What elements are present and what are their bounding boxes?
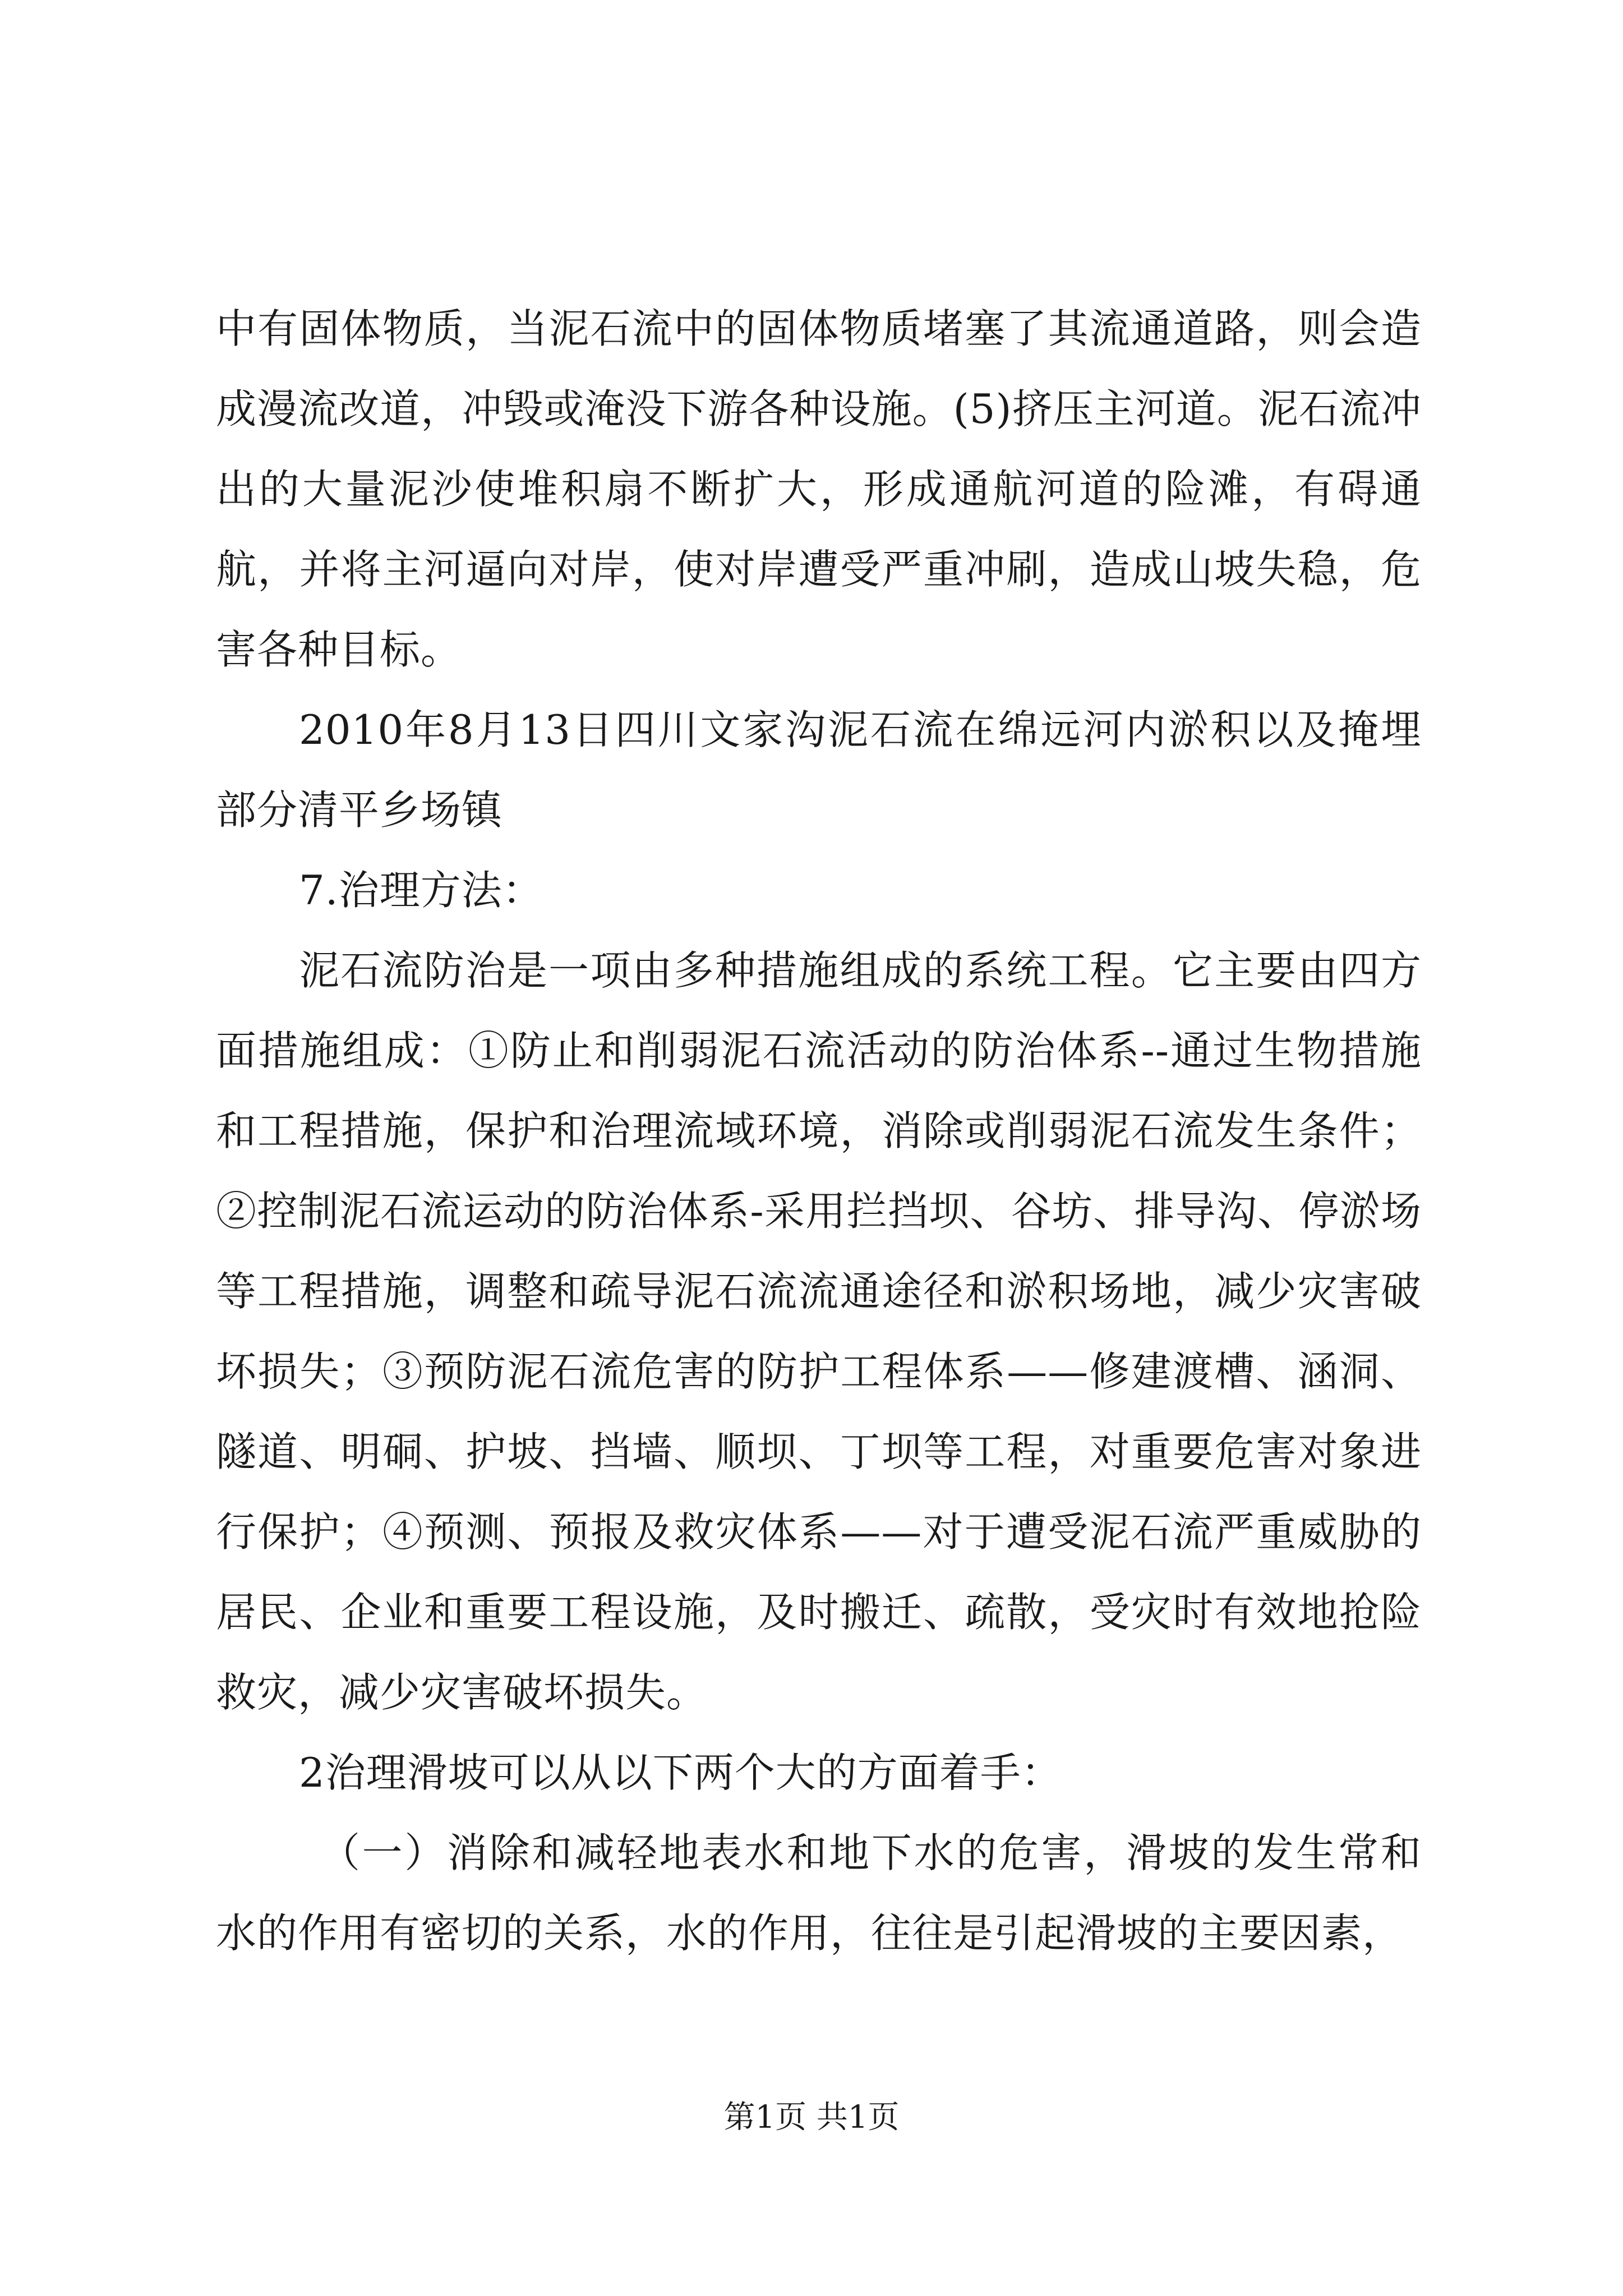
paragraph-event-caption: 2010年8月13日四川文家沟泥石流在绵远河内淤积以及掩埋部分清平乡场镇 [216,706,1422,834]
paragraph-water-hazard: （一）消除和减轻地表水和地下水的危害，滑坡的发生常和水的作用有密切的关系，水的作用，往往是引起滑坡的主要因素， [216,1829,1422,1957]
paragraph-debris-flow-prevention: 泥石流防治是一项由多种措施组成的系统工程。它主要由四方面措施组成：①防止和削弱泥石流活动的防治体系--通过生物措施和工程措施，保护和治理流域环境，消除或削弱泥石流发生条件；②控制泥石流运动的防治体系-采用拦挡坝、谷坊、排导沟、停淤场等工程措施，调整和疏导泥石流流通途径和淤积场地，减少灾害破坏损失；③预防泥石流危害的防护工程体系——修建渡槽、涵洞、隧道、明硐、护坡、挡墙、顺坝、丁坝等工程，对重要危害对象进行保护；④预测、预报及救灾体系——对于遭受泥石流严重威胁的居民、企业和重要工程设施，及时搬迁、疏散，受灾时有效地抢险救灾，减少灾害破坏损失。 [216,947,1422,1716]
section-heading-treatment-methods: 7.治理方法： [299,867,543,914]
document-body [216,289,1422,1973]
page-footer: 第1页 共1页 [723,2099,900,2136]
section-heading-landslide-treatment: 2治理滑坡可以从以下两个大的方面着手： [299,1749,1062,1796]
paragraph-continuation: 中有固体物质，当泥石流中的固体物质堵塞了其流通道路，则会造成漫流改道，冲毁或淹没下游各种设施。(5)挤压主河道。泥石流冲出的大量泥沙使堆积扇不断扩大，形成通航河道的险滩，有碍通航，并将主河逼向对岸，使对岸遭受严重冲刷，造成山坡失稳，危害各种目标。 [216,305,1422,673]
